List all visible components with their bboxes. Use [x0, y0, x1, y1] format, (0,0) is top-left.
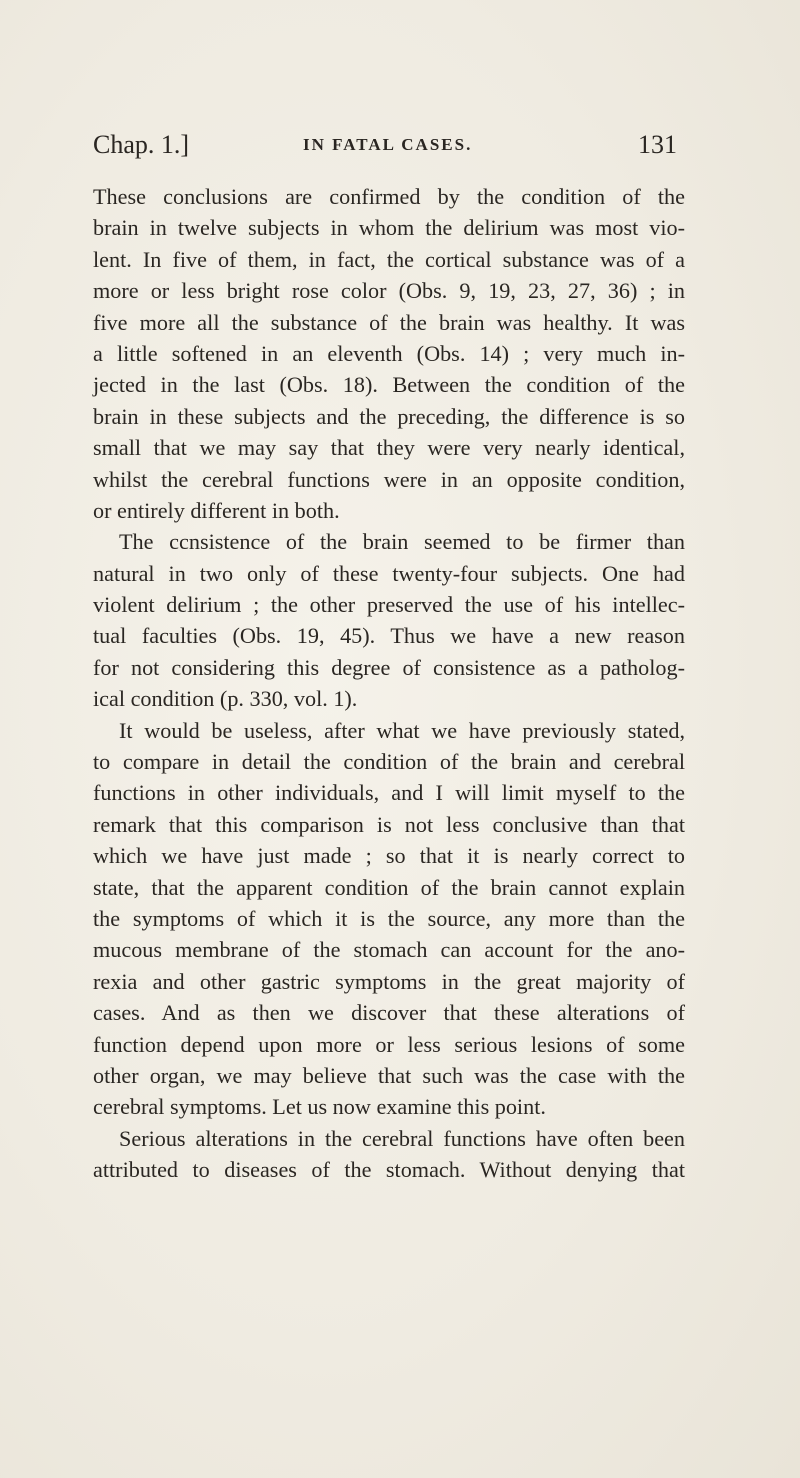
- text-line: It would be useless, after what we have previously stated,: [119, 717, 685, 743]
- text-line: rexia and other gastric symptoms in the great majority of: [93, 968, 685, 994]
- book-page: [93, 126, 685, 1183]
- running-title: IN FATAL CASES.: [303, 135, 473, 154]
- page-number: 131: [638, 130, 677, 159]
- text-line: Serious alterations in the cerebral functions have often been: [119, 1125, 685, 1151]
- text-line: remark that this comparison is not less conclusive than that: [93, 811, 685, 837]
- text-line: cerebral symptoms. Let us now examine this point.: [93, 1094, 546, 1120]
- body-text: [93, 181, 685, 1186]
- text-line: violent delirium ; the other preserved the use of his intellec-: [93, 592, 685, 618]
- text-line: to compare in detail the condition of the brain and cerebral: [93, 749, 685, 775]
- text-line: natural in two only of these twenty-four subjects. One had: [93, 560, 685, 586]
- text-line: function depend upon more or less serious lesions of some: [93, 1031, 685, 1057]
- text-line: other organ, we may believe that such was the case with the: [93, 1062, 685, 1088]
- text-line: more or less bright rose color (Obs. 9, 19, 23, 27, 36) ; in: [93, 278, 685, 304]
- text-line: The ccnsistence of the brain seemed to be firmer than: [119, 529, 685, 555]
- chapter-label: Chap. 1.]: [93, 130, 190, 159]
- text-line: for not considering this degree of consistence as a patholog-: [93, 654, 685, 680]
- text-line: state, that the apparent condition of the brain cannot explain: [93, 874, 685, 900]
- text-line: whilst the cerebral functions were in an opposite condition,: [93, 466, 685, 492]
- text-line: five more all the substance of the brain was healthy. It was: [93, 309, 685, 335]
- text-line: mucous membrane of the stomach can account for the ano-: [93, 937, 685, 963]
- text-line: the symptoms of which it is the source, any more than the: [93, 905, 685, 931]
- text-line: lent. In five of them, in fact, the cortical substance was of a: [93, 246, 685, 272]
- text-line: or entirely different in both.: [93, 497, 340, 523]
- text-line: ical condition (p. 330, vol. 1).: [93, 686, 358, 712]
- text-line: brain in twelve subjects in whom the delirium was most vio-: [93, 215, 685, 241]
- text-line: attributed to diseases of the stomach. Without denying that: [93, 1157, 685, 1183]
- running-head: [93, 126, 685, 166]
- text-line: jected in the last (Obs. 18). Between the condition of the: [93, 372, 685, 398]
- text-line: cases. And as then we discover that these alterations of: [93, 1000, 685, 1026]
- text-line: a little softened in an eleventh (Obs. 14) ; very much in-: [93, 340, 685, 366]
- text-line: small that we may say that they were very nearly identical,: [93, 435, 685, 461]
- text-line: These conclusions are confirmed by the condition of the: [93, 184, 685, 209]
- text-line: functions in other individuals, and I will limit myself to the: [93, 780, 685, 806]
- text-line: brain in these subjects and the preceding, the difference is so: [93, 403, 685, 429]
- text-line: which we have just made ; so that it is nearly correct to: [93, 843, 685, 869]
- text-line: tual faculties (Obs. 19, 45). Thus we have a new reason: [93, 623, 685, 649]
